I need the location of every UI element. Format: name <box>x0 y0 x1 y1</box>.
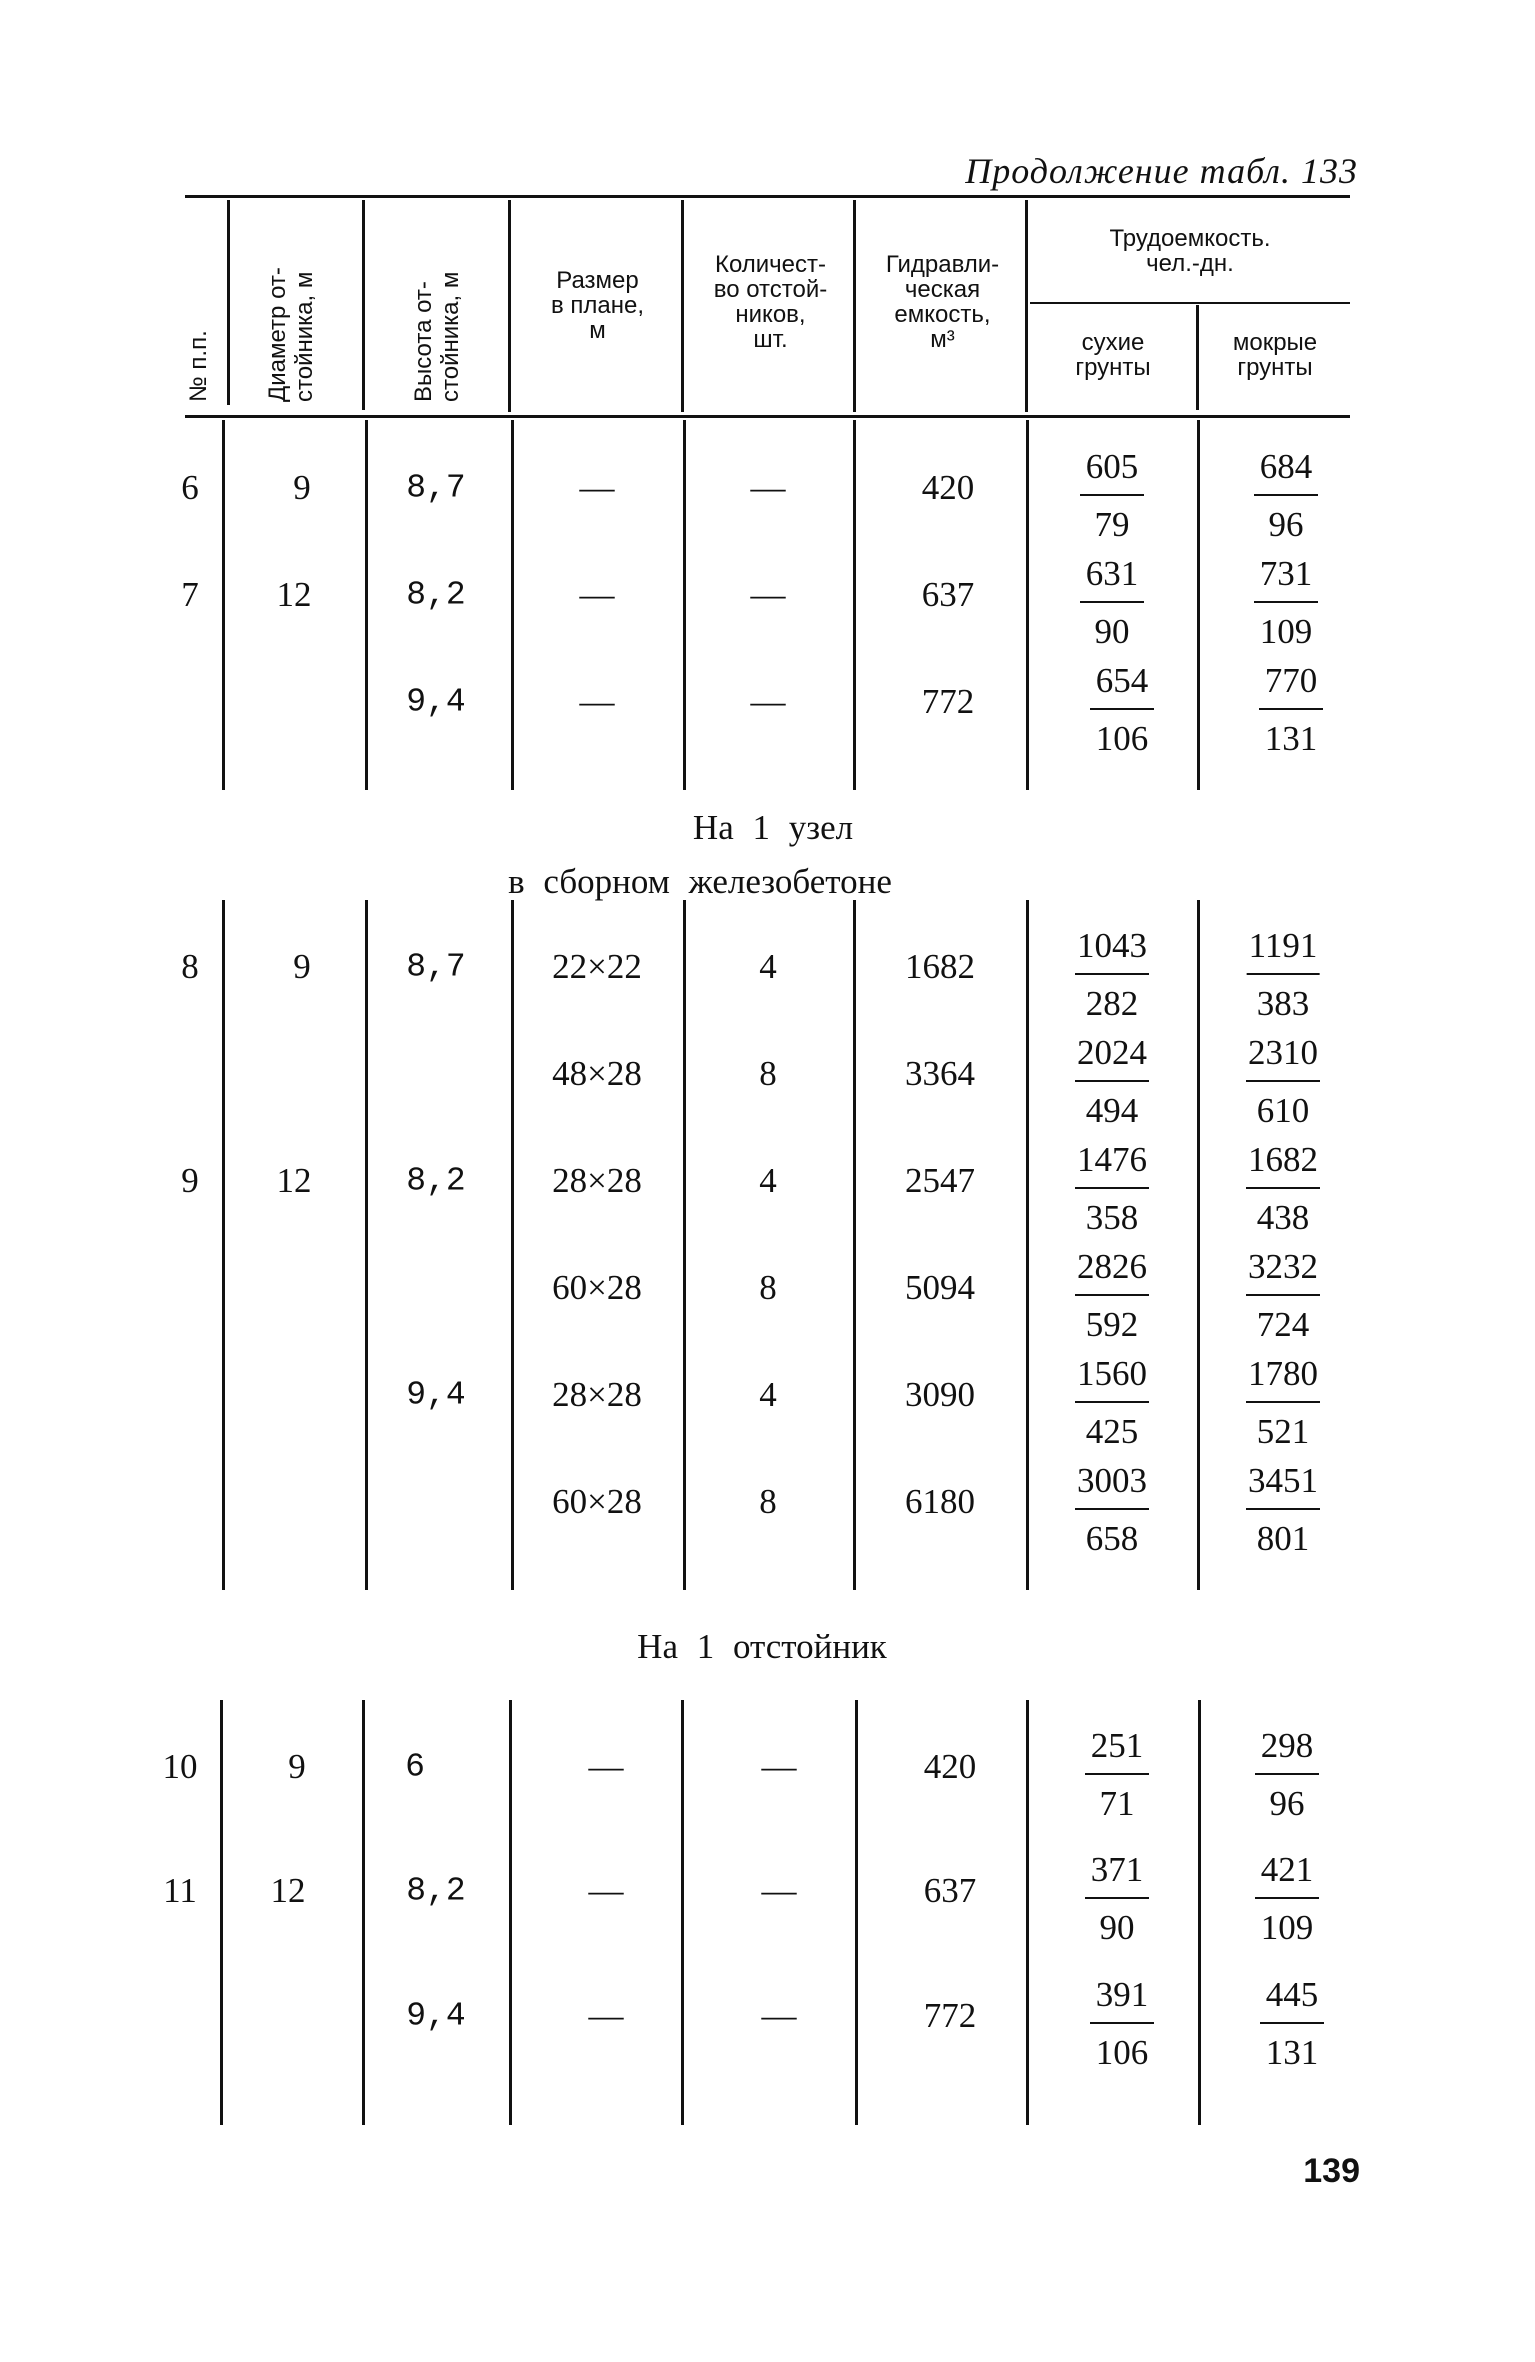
labor-wet-part: 96 <box>1268 505 1304 544</box>
cell-diameter: 9 <box>293 947 311 986</box>
header-size: Размер в плане, м <box>550 267 645 344</box>
cell-count: — <box>750 575 786 614</box>
cell-labor-wet <box>1255 1727 1319 1823</box>
labor-wet-part: 96 <box>1269 1784 1305 1823</box>
cell-count: 8 <box>759 1268 777 1307</box>
cell-height: 8,2 <box>406 576 466 614</box>
header-separator <box>853 200 856 412</box>
cell-labor-wet <box>1246 1462 1320 1558</box>
header-labor: Трудоемкость. чел.-дн. <box>1109 225 1271 277</box>
cell-num: 7 <box>181 575 199 614</box>
cell-size: 28×28 <box>552 1161 642 1200</box>
cell-volume: 1682 <box>905 947 975 986</box>
cell-height: 6 <box>405 1748 425 1786</box>
labor-dry-part: 71 <box>1099 1784 1135 1823</box>
column-rule <box>683 420 686 790</box>
cell-count: — <box>761 1871 797 1910</box>
cell-size: 22×22 <box>552 947 642 986</box>
cell-height: 8,2 <box>406 1162 466 1200</box>
cell-size: 60×28 <box>552 1268 642 1307</box>
column-rule <box>1026 420 1029 790</box>
column-rule <box>222 900 225 1590</box>
cell-height: 8,7 <box>406 469 466 507</box>
cell-count: 8 <box>759 1482 777 1521</box>
labor-wet-part: 131 <box>1265 2033 1319 2072</box>
cell-height: 9,4 <box>406 1376 466 1414</box>
cell-labor-dry <box>1090 1976 1154 2072</box>
column-rule <box>365 900 368 1590</box>
cell-num: 10 <box>162 1747 198 1786</box>
cell-diameter: 12 <box>270 1871 306 1910</box>
cell-labor-wet <box>1246 1355 1320 1451</box>
cell-labor-wet <box>1246 1141 1320 1237</box>
labor-dry-total: 631 <box>1080 555 1144 603</box>
cell-labor-dry <box>1080 448 1144 544</box>
cell-labor-dry <box>1075 927 1149 1023</box>
cell-count: — <box>761 1996 797 2035</box>
header-volume: Гидравли- ческая емкость, м³ <box>885 251 1000 353</box>
labor-dry-total: 1043 <box>1075 927 1149 975</box>
cell-labor-wet <box>1259 662 1323 758</box>
cell-labor-wet <box>1260 1976 1324 2072</box>
cell-labor-dry <box>1080 555 1144 651</box>
labor-dry-total: 2826 <box>1075 1248 1149 1296</box>
cell-labor-wet <box>1254 555 1318 651</box>
labor-wet-part: 724 <box>1256 1305 1310 1344</box>
column-rule <box>1198 1700 1201 2125</box>
cell-size: — <box>588 1747 624 1786</box>
labor-dry-part: 592 <box>1085 1305 1139 1344</box>
column-rule <box>853 420 856 790</box>
labor-wet-total: 684 <box>1254 448 1318 496</box>
labor-wet-total: 1780 <box>1246 1355 1320 1403</box>
cell-count: 4 <box>759 1161 777 1200</box>
labor-wet-total: 770 <box>1259 662 1323 710</box>
labor-wet-part: 438 <box>1256 1198 1310 1237</box>
header-diameter: Диаметр от- стойника, м <box>264 267 318 402</box>
labor-dry-part: 282 <box>1085 984 1139 1023</box>
labor-dry-part: 494 <box>1085 1091 1139 1130</box>
cell-size: 28×28 <box>552 1375 642 1414</box>
cell-height: 9,4 <box>406 1997 466 2035</box>
cell-diameter: 12 <box>276 575 312 614</box>
cell-labor-dry <box>1075 1034 1149 1130</box>
column-rule <box>1026 900 1029 1590</box>
cell-diameter: 9 <box>293 468 311 507</box>
section-per-tank: На 1 отстойник <box>637 1627 887 1666</box>
labor-wet-part: 610 <box>1256 1091 1310 1130</box>
cell-labor-wet <box>1255 1851 1319 1947</box>
header-bottom-rule <box>185 415 1350 418</box>
labor-wet-total: 2310 <box>1246 1034 1320 1082</box>
column-rule <box>1026 1700 1029 2125</box>
page-number: 139 <box>1303 2152 1360 2190</box>
labor-dry-part: 90 <box>1094 612 1130 651</box>
labor-wet-part: 131 <box>1264 719 1318 758</box>
cell-size: — <box>579 575 615 614</box>
cell-labor-dry <box>1090 662 1154 758</box>
section-per-node: На 1 узел <box>692 808 854 847</box>
labor-wet-total: 298 <box>1255 1727 1319 1775</box>
labor-wet-part: 109 <box>1259 612 1313 651</box>
header-height: Высота от- стойника, м <box>410 271 464 402</box>
labor-wet-total: 1191 <box>1247 927 1320 975</box>
cell-labor-dry <box>1075 1355 1149 1451</box>
cell-labor-wet <box>1246 1248 1320 1344</box>
column-rule <box>511 900 514 1590</box>
labor-wet-total: 731 <box>1254 555 1318 603</box>
table-caption: Продолжение табл. 133 <box>965 151 1358 191</box>
cell-labor-wet <box>1246 1034 1320 1130</box>
cell-volume: 3090 <box>905 1375 975 1414</box>
labor-wet-total: 445 <box>1260 1976 1324 2024</box>
cell-volume: 2547 <box>905 1161 975 1200</box>
cell-size: — <box>588 1996 624 2035</box>
column-rule <box>220 1700 223 2125</box>
cell-num: 6 <box>181 468 199 507</box>
labor-dry-total: 1476 <box>1075 1141 1149 1189</box>
header-count: Количест- во отстой- ников, шт. <box>713 251 828 353</box>
header-separator <box>1196 305 1199 410</box>
column-rule <box>222 420 225 790</box>
cell-labor-dry <box>1075 1248 1149 1344</box>
labor-subheader-rule <box>1030 302 1350 304</box>
header-separator <box>1025 200 1028 412</box>
header-separator <box>227 200 230 405</box>
column-rule <box>681 1700 684 2125</box>
cell-num: 11 <box>163 1871 197 1910</box>
cell-size: — <box>579 468 615 507</box>
cell-height: 8,7 <box>406 948 466 986</box>
labor-dry-total: 371 <box>1085 1851 1149 1899</box>
cell-count: 4 <box>759 947 777 986</box>
column-rule <box>855 1700 858 2125</box>
labor-dry-part: 90 <box>1099 1908 1135 1947</box>
column-rule <box>1197 420 1200 790</box>
labor-dry-part: 106 <box>1095 2033 1149 2072</box>
column-rule <box>365 420 368 790</box>
labor-dry-part: 658 <box>1085 1519 1139 1558</box>
header-separator <box>508 200 511 412</box>
cell-labor-dry <box>1075 1462 1149 1558</box>
cell-size: — <box>588 1871 624 1910</box>
cell-volume: 637 <box>921 575 975 614</box>
cell-height: 8,2 <box>406 1872 466 1910</box>
cell-volume: 6180 <box>905 1482 975 1521</box>
cell-count: 8 <box>759 1054 777 1093</box>
labor-dry-total: 605 <box>1080 448 1144 496</box>
labor-dry-total: 3003 <box>1075 1462 1149 1510</box>
labor-dry-part: 106 <box>1095 719 1149 758</box>
labor-dry-part: 358 <box>1085 1198 1139 1237</box>
cell-diameter: 12 <box>276 1161 312 1200</box>
cell-labor-wet <box>1247 927 1320 1023</box>
section-per-node-precast: в сборном железобетоне <box>508 862 892 901</box>
column-rule <box>1197 900 1200 1590</box>
column-rule <box>511 420 514 790</box>
cell-labor-wet <box>1254 448 1318 544</box>
cell-num: 8 <box>181 947 199 986</box>
labor-dry-total: 654 <box>1090 662 1154 710</box>
header-separator <box>681 200 684 412</box>
cell-count: 4 <box>759 1375 777 1414</box>
column-rule <box>362 1700 365 2125</box>
cell-labor-dry <box>1075 1141 1149 1237</box>
column-rule <box>509 1700 512 2125</box>
cell-volume: 3364 <box>905 1054 975 1093</box>
cell-count: — <box>761 1747 797 1786</box>
labor-wet-total: 3451 <box>1246 1462 1320 1510</box>
labor-dry-total: 1560 <box>1075 1355 1149 1403</box>
cell-volume: 637 <box>923 1871 977 1910</box>
cell-volume: 5094 <box>905 1268 975 1307</box>
cell-volume: 420 <box>921 468 975 507</box>
cell-height: 9,4 <box>406 683 466 721</box>
cell-volume: 772 <box>921 682 975 721</box>
labor-wet-part: 521 <box>1256 1412 1310 1451</box>
cell-size: 48×28 <box>552 1054 642 1093</box>
labor-wet-part: 109 <box>1260 1908 1314 1947</box>
header-separator <box>362 200 365 410</box>
cell-count: — <box>750 468 786 507</box>
labor-dry-total: 391 <box>1090 1976 1154 2024</box>
labor-wet-total: 421 <box>1255 1851 1319 1899</box>
labor-wet-total: 3232 <box>1246 1248 1320 1296</box>
column-rule <box>853 900 856 1590</box>
cell-count: — <box>750 682 786 721</box>
labor-dry-part: 79 <box>1094 505 1130 544</box>
header-num: № п.п. <box>185 330 212 402</box>
labor-dry-part: 425 <box>1085 1412 1139 1451</box>
header-top-rule <box>185 195 1350 198</box>
cell-num: 9 <box>181 1161 199 1200</box>
labor-wet-part: 801 <box>1256 1519 1310 1558</box>
header-dry: сухие грунты <box>1075 329 1151 381</box>
cell-labor-dry <box>1085 1851 1149 1947</box>
header-wet: мокрые грунты <box>1232 329 1318 381</box>
column-rule <box>683 900 686 1590</box>
cell-size: 60×28 <box>552 1482 642 1521</box>
labor-dry-total: 2024 <box>1075 1034 1149 1082</box>
cell-volume: 420 <box>923 1747 977 1786</box>
cell-size: — <box>579 682 615 721</box>
labor-wet-total: 1682 <box>1246 1141 1320 1189</box>
labor-dry-total: 251 <box>1085 1727 1149 1775</box>
labor-wet-part: 383 <box>1256 984 1310 1023</box>
cell-diameter: 9 <box>288 1747 306 1786</box>
cell-labor-dry <box>1085 1727 1149 1823</box>
cell-volume: 772 <box>923 1996 977 2035</box>
